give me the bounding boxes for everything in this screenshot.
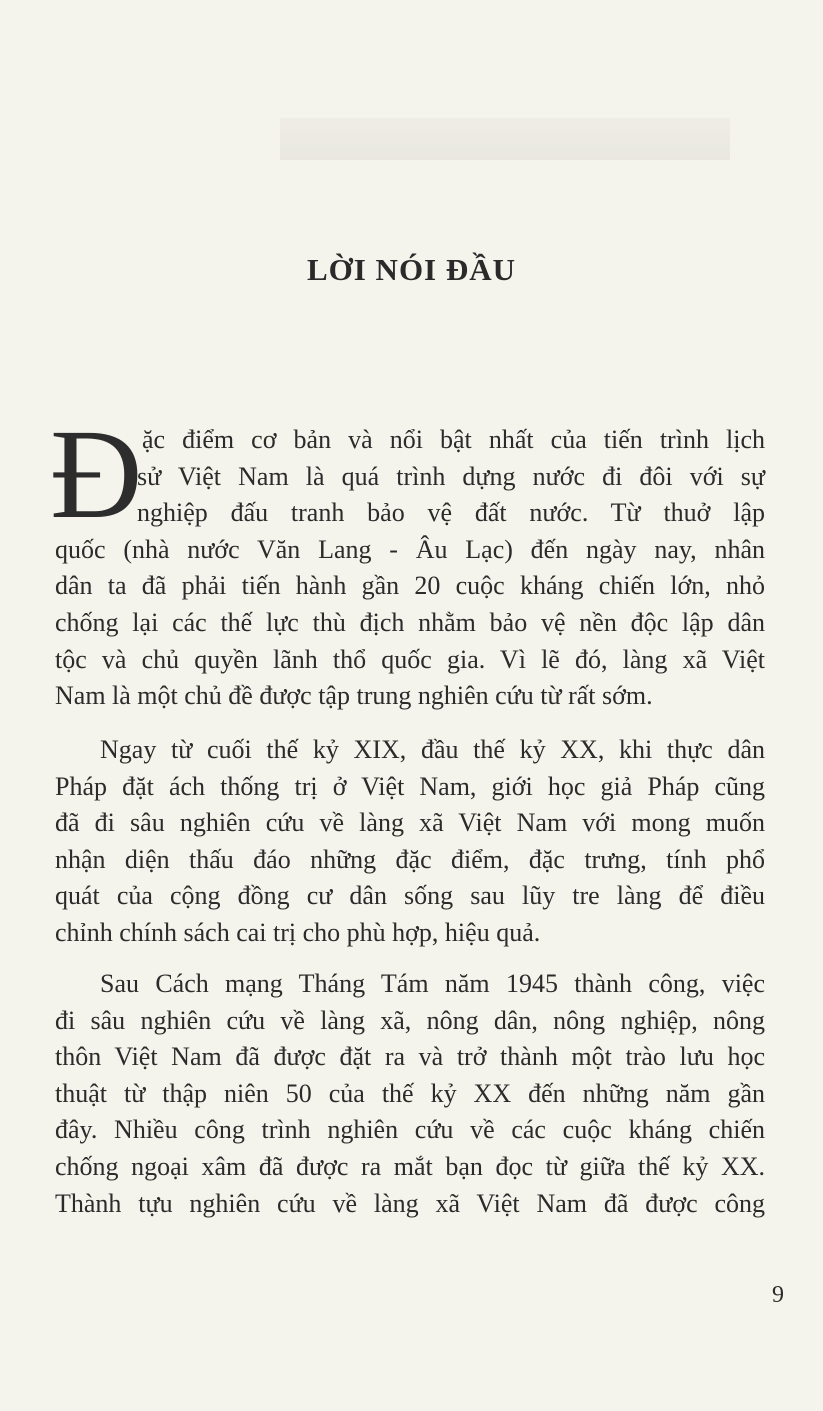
text-line-content: đã đi sâu nghiên cứu về làng xã Việt Nam với mong muốn xyxy=(55,808,765,838)
text-line-content: dân ta đã phải tiến hành gần 20 cuộc kháng chiến lớn, nhỏ xyxy=(55,571,765,601)
page-number: 9 xyxy=(772,1282,784,1308)
text-line xyxy=(55,678,653,714)
text-line xyxy=(55,842,765,878)
text-line-content: thuật từ thập niên 50 của thế kỷ XX đến những năm gần xyxy=(55,1078,765,1108)
text-line xyxy=(55,1112,765,1148)
text-line-content: nhận diện thấu đáo những đặc điểm, đặc trưng, tính phổ xyxy=(55,844,765,874)
text-line xyxy=(55,805,765,841)
text-line-content: chống ngoại xâm đã được ra mắt bạn đọc từ giữa thế kỷ XX. xyxy=(55,1152,765,1181)
scan-shadow-band xyxy=(280,118,730,160)
text-line-content: chống lại các thế lực thù địch nhằm bảo vệ nền độc lập dân xyxy=(55,608,765,637)
text-line-content: sử Việt Nam là quá trình dựng nước đi đôi với sự xyxy=(137,461,765,491)
chapter-title: LỜI NÓI ĐẦU xyxy=(306,252,517,287)
text-line-content: Thành tựu nghiên cứu về làng xã Việt Nam đã được công xyxy=(55,1188,765,1218)
text-line xyxy=(55,769,765,805)
text-line-content: chỉnh chính sách cai trị cho phù hợp, hiệu quả. xyxy=(55,918,541,947)
text-line-content: Sau Cách mạng Tháng Tám năm 1945 thành công, việc xyxy=(100,969,765,998)
text-line xyxy=(55,1076,765,1112)
drop-cap: Đ xyxy=(50,403,143,545)
text-line xyxy=(100,966,765,1002)
text-line xyxy=(55,568,765,604)
text-line-content: Nam là một chủ đề được tập trung nghiên cứu từ rất sớm. xyxy=(55,681,653,711)
text-line-content: tộc và chủ quyền lãnh thổ quốc gia. Vì lẽ đó, làng xã Việt xyxy=(55,644,765,674)
text-line xyxy=(137,495,765,531)
text-line-content: ặc điểm cơ bản và nổi bật nhất của tiến trình lịch xyxy=(142,425,765,454)
text-line xyxy=(55,1039,765,1075)
text-line-content: nghiệp đấu tranh bảo vệ đất nước. Từ thuở lập xyxy=(137,498,765,528)
text-line xyxy=(55,642,765,678)
text-line xyxy=(55,878,765,914)
text-line-content: đi sâu nghiên cứu về làng xã, nông dân, nông nghiệp, nông xyxy=(55,1005,765,1035)
text-line xyxy=(55,1149,765,1185)
text-line xyxy=(55,605,765,641)
text-line xyxy=(100,732,765,768)
text-line-content: thôn Việt Nam đã được đặt ra và trở thành một trào lưu học xyxy=(55,1042,765,1072)
text-line xyxy=(55,1003,765,1039)
text-line xyxy=(137,459,765,495)
text-line xyxy=(142,422,765,458)
text-line xyxy=(55,915,540,951)
text-line-content: Ngay từ cuối thế kỷ XIX, đầu thế kỷ XX, khi thực dân xyxy=(100,735,765,764)
text-line-content: quát của cộng đồng cư dân sống sau lũy tre làng để điều xyxy=(55,881,765,911)
text-line-content: Pháp đặt ách thống trị ở Việt Nam, giới học giả Pháp cũng xyxy=(55,771,765,801)
text-line-content: quốc (nhà nước Văn Lang - Âu Lạc) đến ngày nay, nhân xyxy=(55,534,765,564)
text-line xyxy=(55,532,765,568)
text-line-content: đây. Nhiều công trình nghiên cứu về các cuộc kháng chiến xyxy=(55,1115,765,1145)
text-line xyxy=(55,1186,765,1222)
